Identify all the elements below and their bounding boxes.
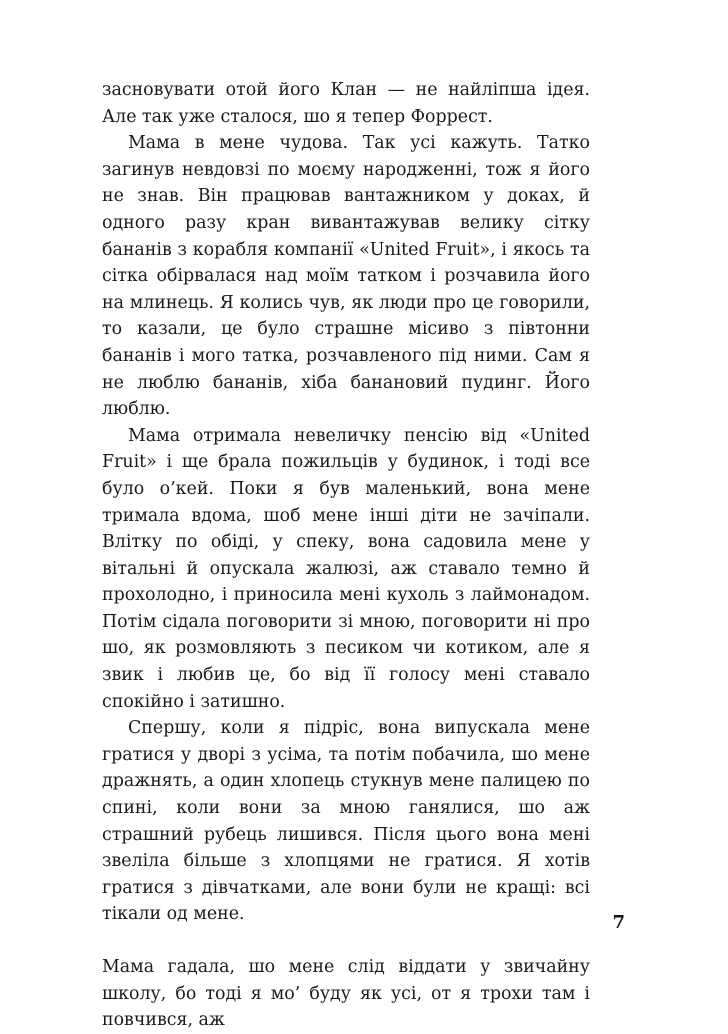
page-number: 7 [612,912,625,933]
paragraph-playing-outside: Спершу, коли я підріс, вона випускала мене гратися у дворі з усіма, та потім побачила, шо мене дражнять, а один хлопець стукнув мене палицею по спині, коли вони за мною ганялися, шо аж страшний рубець лишився. Після цього вона мені звеліла більше з хлопцями не гратися. Я хотів гратися з дівчатками, але вони були не кращі: всі тікали од мене. [102,718,590,925]
paragraph-pension-and-home: Мама отримала невеличку пенсію від «United Fruit» і ще брала пожильців у будинок, і тоді все було о’кей. Поки я був маленький, вона мене тримала вдома, шоб мене інші діти не зачіпали. Влітку по обіді, у спеку, вона садовила мене у вітальні й опускала жалюзі, аж ставало темно й прохолодно, і приносила мені кухоль з лаймонадом. Потім сідала поговорити зі мною, поговорити ні про шо, як розмовляють з песиком чи котиком, але я звик і любив це, бо від її голосу мені ставало спокійно і затишно. [102,425,590,712]
paragraph-continuation: засновувати отой його Клан — не найліпша ідея. Але так уже сталося, шо я тепер Форрест. [102,80,590,127]
body-text [102,77,590,1034]
paragraph-mother-and-father: Мама в мене чудова. Так усі кажуть. Татко загинув невдовзі по моєму народженні, тож я його не знав. Він працював вантажником у доках, й одного разу кран вивантажував велику сітку бананів з корабля компанії «United Fruit», і якось та сітка обірвалася над моїм татком і розчавила його на млинець. Я колись чув, як люди про це говорили, то казали, це було страшне місиво з півтонни бананів і мого татка, розчавленого під ними. Сам я не люблю бананів, хіба банановий пудинг. Його люблю. [102,133,590,420]
paragraph-school: Мама гадала, шо мене слід віддати у звичайну школу, бо тоді я мо’ буду як усі, от я трохи там і повчився, аж [102,957,590,1031]
